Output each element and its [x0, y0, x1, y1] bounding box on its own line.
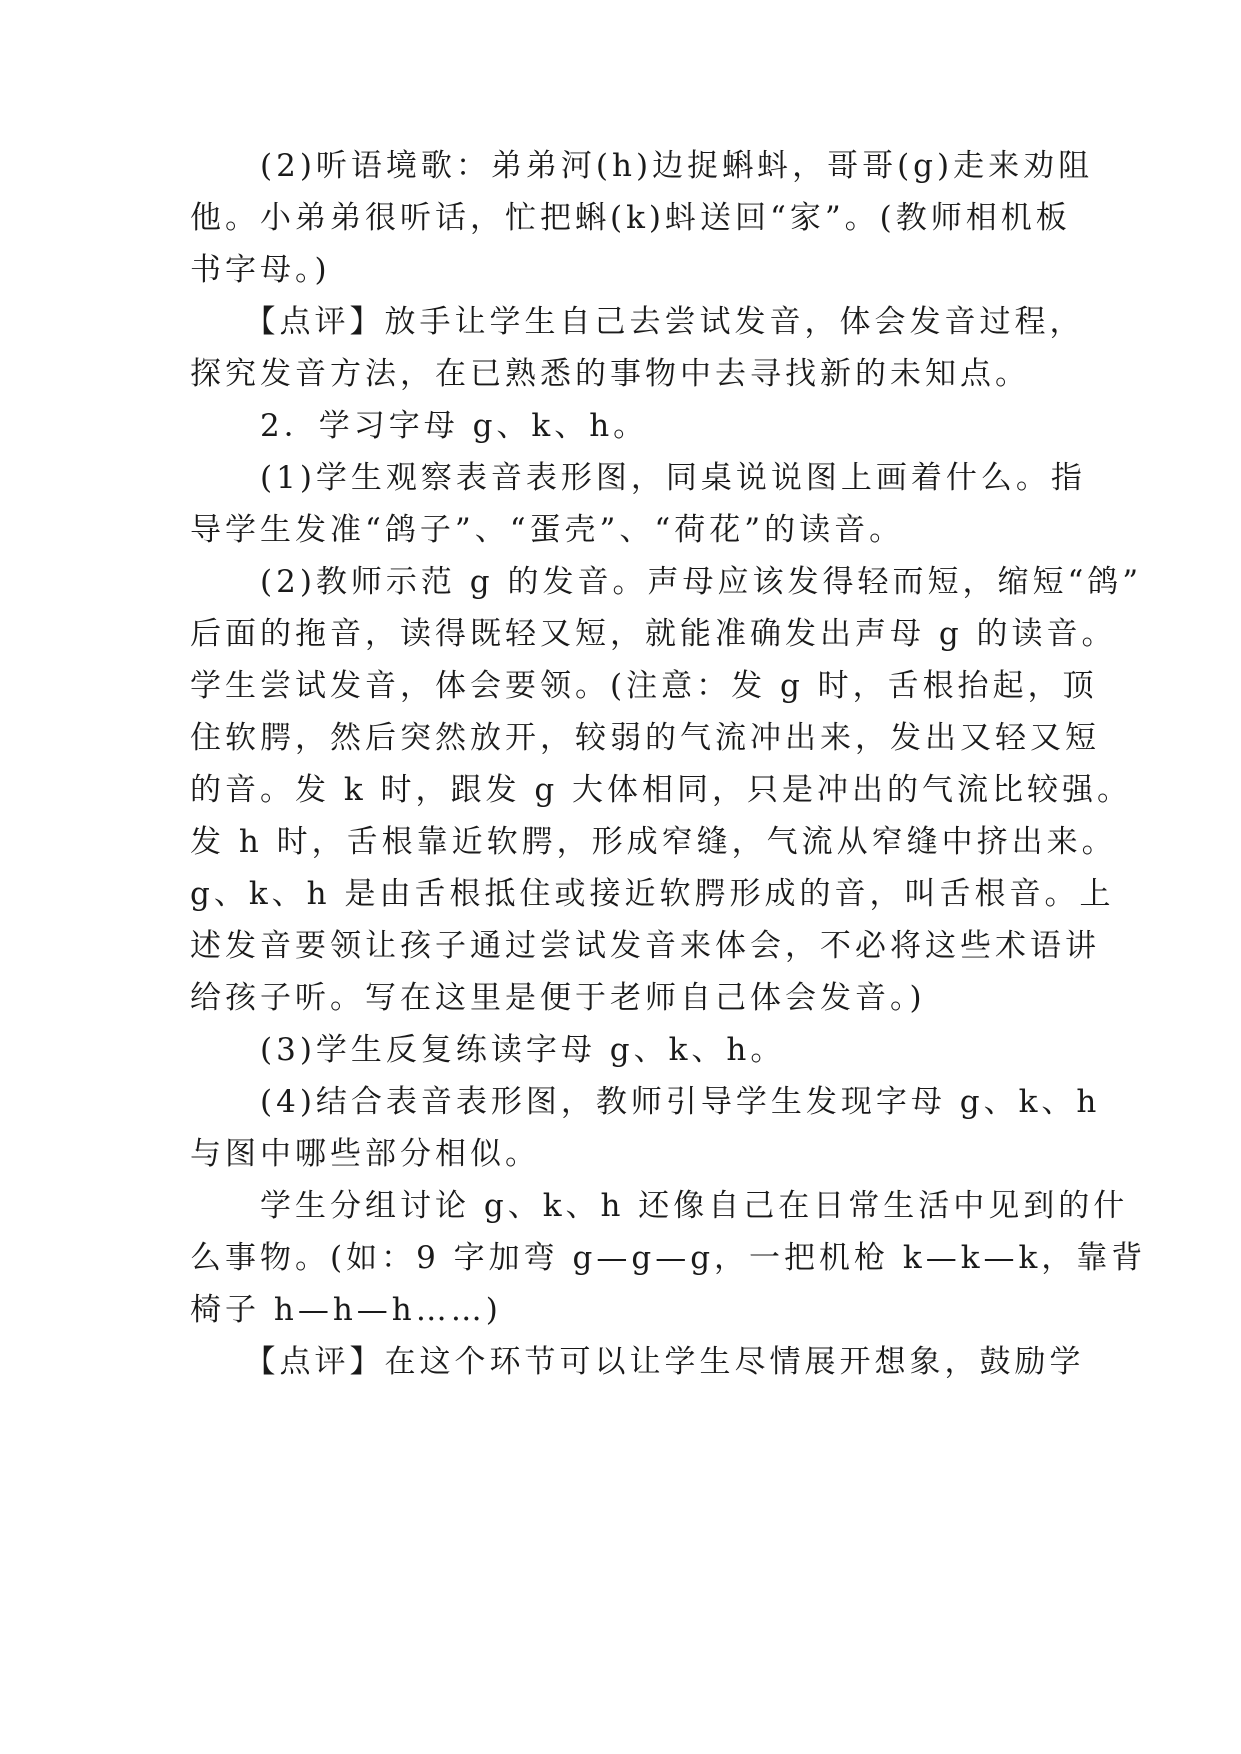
text-line: 与图中哪些部分相似。	[190, 1136, 540, 1172]
text-line: 探究发音方法，在已熟悉的事物中去寻找新的未知点。	[190, 356, 1030, 392]
text-line: 椅子 h—h—h……)	[190, 1292, 502, 1328]
text-line: 么事物。(如：9 字加弯 g—g—g，一把机枪 k—k—k，靠背	[190, 1240, 1147, 1276]
paragraph-8	[190, 1180, 1147, 1336]
paragraph-9-comment	[190, 1336, 1085, 1388]
paragraph-2-comment	[190, 296, 1085, 400]
text-line: 书字母。)	[190, 252, 331, 288]
paragraph-4	[190, 452, 1086, 556]
text-line: 的音。发 k 时，跟发 g 大体相同，只是冲出的气流比较强。	[190, 772, 1133, 808]
paragraph-6	[190, 1024, 1050, 1076]
text-line: (1)学生观察表音表形图，同桌说说图上画着什么。指	[190, 460, 1086, 496]
text-line: (2)教师示范 g 的发音。声母应该发得轻而短，缩短“鸽”	[190, 564, 1143, 600]
text-line: 他。小弟弟很听话，忙把蝌(k)蚪送回“家”。(教师相机板	[190, 200, 1071, 236]
text-line: g、k、h 是由舌根抵住或接近软腭形成的音，叫舌根音。上	[190, 876, 1115, 912]
text-line: 给孩子听。写在这里是便于老师自己体会发音。)	[190, 980, 926, 1016]
paragraph-3-heading	[190, 400, 1050, 452]
paragraph-7	[190, 1076, 1101, 1180]
text-line: (2)听语境歌：弟弟河(h)边捉蝌蚪，哥哥(g)走来劝阻	[190, 148, 1094, 184]
text-line: 后面的拖音，读得既轻又短，就能准确发出声母 g 的读音。	[190, 616, 1117, 652]
paragraph-1	[190, 140, 1094, 296]
text-line: 导学生发准“鸽子”、“蛋壳”、“荷花”的读音。	[190, 512, 905, 548]
text-line: 2．学习字母 g、k、h。	[190, 408, 649, 444]
text-line: 学生分组讨论 g、k、h 还像自己在日常生活中见到的什	[190, 1188, 1129, 1224]
text-line: 发 h 时，舌根靠近软腭，形成窄缝，气流从窄缝中挤出来。	[190, 824, 1117, 860]
paragraph-5	[190, 556, 1143, 1024]
text-line: (4)结合表音表形图，教师引导学生发现字母 g、k、h	[190, 1084, 1101, 1120]
text-line: 住软腭，然后突然放开，较弱的气流冲出来，发出又轻又短	[190, 720, 1100, 756]
text-line: 述发音要领让孩子通过尝试发音来体会，不必将这些术语讲	[190, 928, 1100, 964]
text-line: 【点评】放手让学生自己去尝试发音，体会发音过程，	[190, 304, 1085, 340]
text-line: (3)学生反复练读字母 g、k、h。	[190, 1032, 786, 1068]
text-line: 【点评】在这个环节可以让学生尽情展开想象，鼓励学	[190, 1344, 1085, 1380]
text-line: 学生尝试发音，体会要领。(注意：发 g 时，舌根抬起，顶	[190, 668, 1098, 704]
